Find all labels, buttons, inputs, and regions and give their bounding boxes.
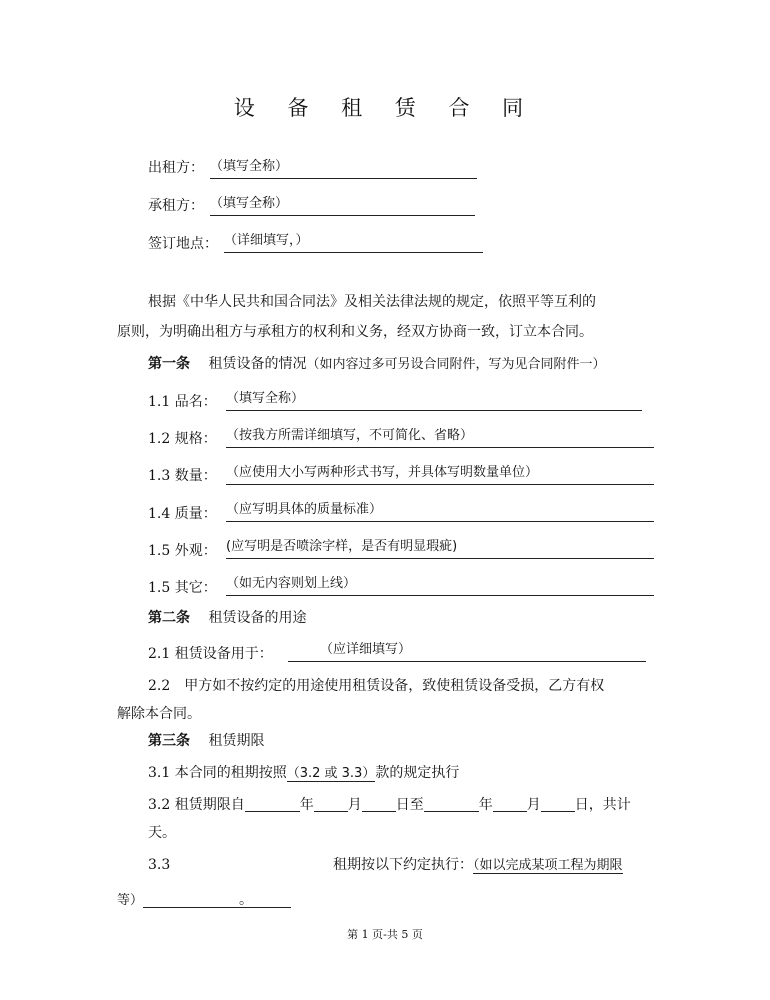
end-month-blank[interactable]	[493, 795, 527, 812]
article-2-heading: 第二条	[148, 610, 190, 626]
item-2-2-line-1: 2.2 甲方如不按约定的用途使用租赁设备，致使租赁设备受损，乙方有权	[148, 678, 605, 694]
item-1-4-field[interactable]	[226, 501, 654, 522]
lessor-field[interactable]	[210, 158, 477, 179]
item-1-1-label: 1.1 品名：	[148, 394, 217, 410]
item-3-2-pre: 3.2 租赁期限自	[148, 797, 245, 813]
article-3-title: 租赁期限	[208, 733, 265, 749]
page-footer: 第 1 页-共 5 页	[347, 928, 423, 941]
item-2-1-value: （应详细填写）	[320, 642, 412, 657]
item-1-2-field[interactable]	[226, 427, 654, 448]
item-1-6-label: 1.5 其它：	[148, 580, 217, 596]
item-3-3-end: 。	[239, 892, 254, 908]
item-3-1-row	[148, 763, 459, 784]
item-3-3-label: 3.3	[148, 857, 171, 873]
item-3-3-blank-end	[253, 891, 291, 908]
item-2-1-label: 2.1 租赁设备用于：	[148, 646, 273, 662]
article-1-note: （如内容过多可另设合同附件，写为见合同附件一）	[306, 357, 606, 372]
item-2-1-field[interactable]	[288, 641, 646, 662]
item-1-6-field[interactable]	[226, 575, 654, 596]
start-month-blank[interactable]	[314, 795, 348, 812]
signing-place-value: （详细填写，）	[224, 233, 309, 248]
item-3-2-month2: 月	[526, 797, 541, 813]
signing-place-field[interactable]	[224, 232, 483, 253]
item-1-5-value: (应写明是否喷涂字样，是否有明显瑕疵)	[226, 539, 458, 554]
item-3-1-pre: 3.1 本合同的租期按照	[148, 765, 287, 781]
item-3-3-value-2: 等）	[117, 893, 144, 908]
item-1-1-field[interactable]	[226, 390, 642, 411]
lessor-value: （填写全称）	[210, 159, 289, 174]
article-1-heading: 第一条	[148, 356, 190, 372]
start-day-blank[interactable]	[362, 795, 396, 812]
signing-place-label: 签订地点：	[148, 236, 218, 252]
item-1-4-value: （应写明具体的质量标准）	[226, 502, 383, 517]
item-1-3-label: 1.3 数量：	[148, 468, 217, 484]
item-3-3-row-2	[117, 890, 291, 911]
end-day-blank[interactable]	[541, 795, 575, 812]
item-3-2-day2: 日，共计	[574, 797, 631, 813]
item-3-2-year2: 年	[478, 797, 493, 813]
article-3-heading-row	[148, 731, 264, 751]
item-1-3-field[interactable]	[226, 464, 654, 485]
item-1-5-field[interactable]	[226, 538, 654, 559]
item-1-1-value: （填写全称）	[226, 391, 305, 406]
item-3-2-row	[148, 795, 631, 815]
item-1-2-label: 1.2 规格：	[148, 431, 217, 447]
lessor-label: 出租方：	[148, 160, 204, 176]
article-3-heading: 第三条	[148, 733, 190, 749]
item-1-6-value: （如无内容则划上线）	[226, 576, 357, 591]
article-1-title: 租赁设备的情况	[208, 356, 307, 372]
document-title: 设 备 租 赁 合 同	[233, 96, 537, 120]
item-3-1-value[interactable]: （3.2 或 3.3）	[286, 766, 376, 781]
intro-line-1: 根据《中华人民共和国合同法》及相关法律法规的规定，依照平等互利的	[148, 294, 596, 310]
item-3-2-tail: 天。	[148, 825, 176, 841]
intro-line-2: 原则，为明确出租方与承租方的权利和义务，经双方协商一致，订立本合同。	[117, 324, 593, 340]
item-1-4-label: 1.4 质量：	[148, 506, 217, 522]
end-year-blank[interactable]	[424, 795, 479, 812]
item-1-5-label: 1.5 外观：	[148, 543, 217, 559]
item-1-3-value: （应使用大小写两种形式书写，并具体写明数量单位）	[226, 465, 539, 480]
item-2-2-line-2: 解除本合同。	[117, 706, 201, 722]
article-2-heading-row	[148, 608, 306, 628]
item-3-2-month: 月	[347, 797, 362, 813]
article-1-heading-row	[148, 354, 605, 375]
item-3-2-day: 日至	[395, 797, 424, 813]
item-3-2-year: 年	[299, 797, 314, 813]
lessee-field[interactable]	[210, 195, 475, 216]
item-1-2-value: （按我方所需详细填写，不可简化、省略）	[226, 428, 474, 443]
item-3-3-value-1[interactable]: （如以完成某项工程为期限	[473, 858, 623, 873]
lessee-value: （填写全称）	[210, 196, 289, 211]
item-3-3-row	[333, 855, 623, 876]
item-3-3-text: 租期按以下约定执行：	[333, 857, 473, 873]
item-3-1-post: 款的规定执行	[375, 765, 460, 781]
lessee-label: 承租方：	[148, 198, 204, 214]
start-year-blank[interactable]	[245, 795, 300, 812]
article-2-title: 租赁设备的用途	[208, 610, 307, 626]
